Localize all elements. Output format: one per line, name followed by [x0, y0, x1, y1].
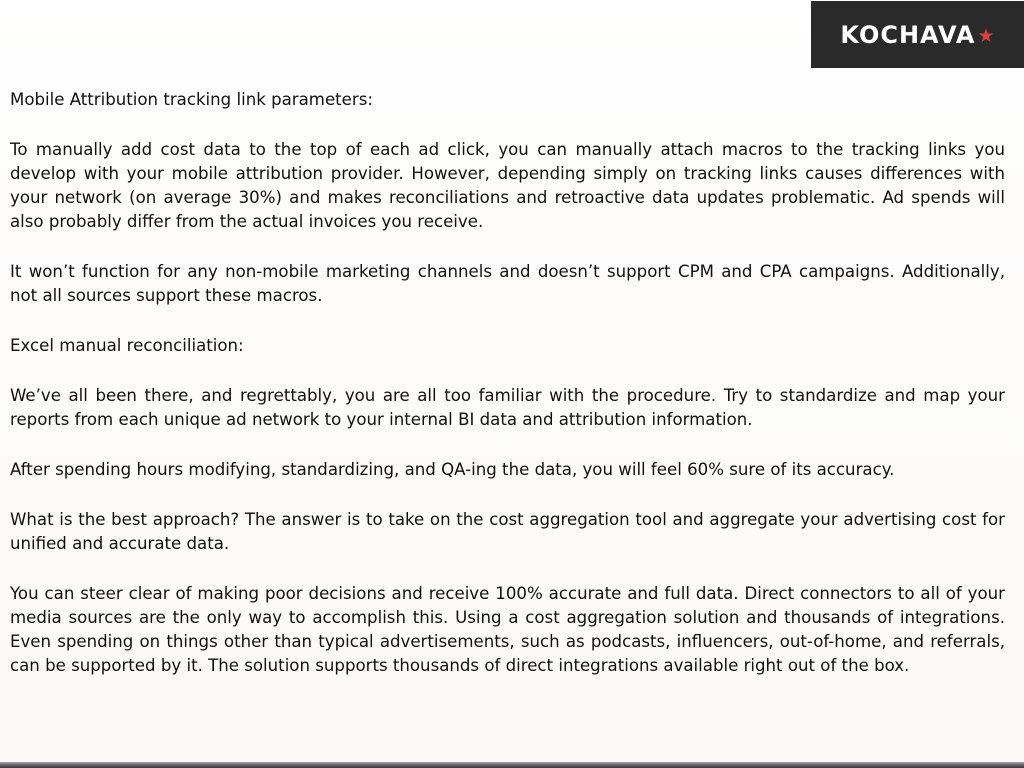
star-icon: ★ — [977, 24, 995, 47]
logo-wordmark: KOCHAVA — [840, 20, 976, 49]
paragraph-standardize-reports: We’ve all been there, and regrettably, you are all too familiar with the procedure. Try to standardize and map your reports from each unique ad network to your internal BI data and attribution information. — [10, 386, 1005, 429]
paragraph-direct-connectors: You can steer clear of making poor decisions and receive 100% accurate and full data. Direct connectors to all of your media sources are the only way to accomplish this. Using a cost aggregation solution and thousands of integrations. Even spending on things other than typical advertisements, such as podcasts, influencers, out-of-home, and referrals, can be supported by it. The solution supports thousands of direct integrations available right out of the box. — [10, 584, 1005, 675]
paragraph-best-approach: What is the best approach? The answer is to take on the cost aggregation tool and aggregate your advertising cost for unified and accurate data. — [10, 510, 1005, 553]
paragraph-non-mobile-limitations: It won’t function for any non-mobile marketing channels and doesn’t support CPM and CPA campaigns. Additionally, not all sources support these macros. — [10, 262, 1005, 305]
paragraph-accuracy-confidence: After spending hours modifying, standardizing, and QA-ing the data, you will feel 60% sure of its accuracy. — [10, 460, 895, 479]
slide-body — [10, 88, 1005, 704]
paragraph-tracking-links-macros: To manually add cost data to the top of each ad click, you can manually attach macros to the tracking links you develop with your mobile attribution provider. However, depending simply on tracking links causes differences with your network (on average 30%) and makes reconciliations and retroactive data updates problematic. Ad spends will also probably differ from the actual invoices you receive. — [10, 140, 1005, 231]
section-heading-excel-reconciliation: Excel manual reconciliation: — [10, 336, 244, 355]
section-heading-tracking-links: Mobile Attribution tracking link parameters: — [10, 90, 373, 109]
footer-bar — [0, 762, 1024, 768]
kochava-logo — [811, 1, 1024, 68]
